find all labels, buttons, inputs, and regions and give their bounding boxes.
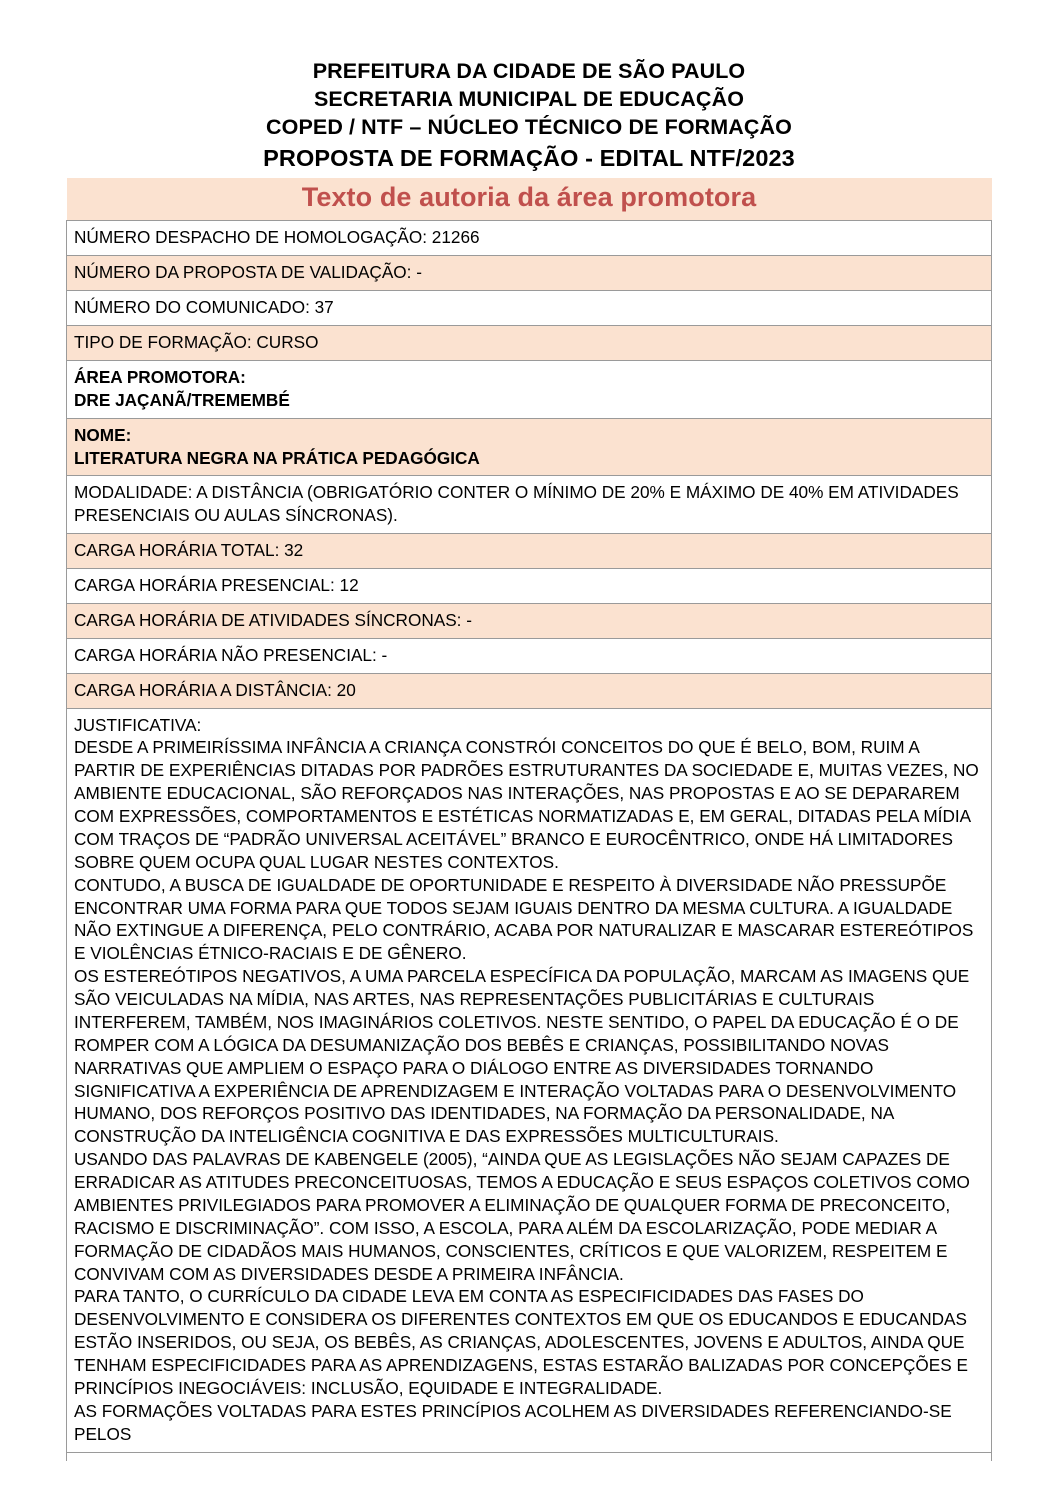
table-row-continuation	[67, 1452, 992, 1461]
table-row-despacho	[67, 221, 992, 256]
header-line-proposta-edital: PROPOSTA DE FORMAÇÃO - EDITAL NTF/2023	[263, 144, 795, 171]
field-modalidade: MODALIDADE: A DISTÂNCIA (OBRIGATÓRIO CONTER O MÍNIMO DE 20% E MÁXIMO DE 40% EM ATIVIDADES PRESENCIAIS OU AULAS SÍNCRONAS).	[67, 476, 992, 534]
header-line-prefeitura: PREFEITURA DA CIDADE DE SÃO PAULO	[312, 59, 746, 83]
field-carga-horaria-nao-presencial: CARGA HORÁRIA NÃO PRESENCIAL: -	[67, 638, 992, 673]
justificativa-label: JUSTIFICATIVA:	[74, 714, 202, 735]
field-area-promotora	[67, 360, 992, 418]
field-tipo-formacao: TIPO DE FORMAÇÃO: CURSO	[67, 326, 992, 361]
justificativa-paragraph: AS FORMAÇÕES VOLTADAS PARA ESTES PRINCÍPIOS ACOLHEM AS DIVERSIDADES REFERENCIANDO-SE PELOS	[74, 1400, 952, 1444]
nome-value: LITERATURA NEGRA NA PRÁTICA PEDAGÓGICA	[74, 447, 480, 468]
table-row-carga-sincronas	[67, 603, 992, 638]
table-row-modalidade	[67, 476, 992, 534]
field-nome-formacao	[67, 418, 992, 476]
field-justificativa	[67, 708, 992, 1452]
document-header	[0, 0, 1058, 173]
field-carga-horaria-distancia: CARGA HORÁRIA A DISTÂNCIA: 20	[67, 673, 992, 708]
justificativa-paragraph: OS ESTEREÓTIPOS NEGATIVOS, A UMA PARCELA ESPECÍFICA DA POPULAÇÃO, MARCAM AS IMAGENS QUE SÃO VEICULADAS NA MÍDIA, NAS ARTES, NAS REPRESENTAÇÕES PUBLICITÁRIAS E CULTURAIS INTERFEREM, TAMBÉM, NOS IMAGINÁRIOS COLETIVOS. NESTE SENTIDO, O PAPEL DA EDUCAÇÃO É O DE ROMPER COM A LÓGICA DA DESUMANIZAÇÃO DOS BEBÊS E CRIANÇAS, POSSIBILITANDO NOVAS NARRATIVAS QUE AMPLIEM O ESPAÇO PARA O DIÁLOGO ENTRE AS DIVERSIDADES TORNANDO SIGNIFICATIVA A EXPERIÊNCIA DE APRENDIZAGEM E INTERAÇÃO VOLTADAS PARA O DESENVOLVIMENTO HUMANO, DOS REFORÇOS POSITIVO DAS IDENTIDADES, NA FORMAÇÃO DA PERSONALIDADE, NA CONSTRUÇÃO DA INTELIGÊNCIA COGNITIVA E DAS EXPRESSÕES MULTICULTURAIS.	[74, 966, 970, 1147]
continuation-cell	[67, 1452, 992, 1461]
field-despacho-homologacao: NÚMERO DESPACHO DE HOMOLOGAÇÃO: 21266	[67, 221, 992, 256]
field-numero-proposta-validacao: NÚMERO DA PROPOSTA DE VALIDAÇÃO: -	[67, 256, 992, 291]
table-row-proposta-validacao	[67, 256, 992, 291]
justificativa-paragraph: PARA TANTO, O CURRÍCULO DA CIDADE LEVA EM CONTA AS ESPECIFICIDADES DAS FASES DO DESENVOLVIMENTO E CONSIDERA OS DIFERENTES CONTEXTOS EM QUE OS EDUCANDOS E EDUCANDAS ESTÃO INSERIDOS, OU SEJA, OS BEBÊS, AS CRIANÇAS, ADOLESCENTES, JOVENS E ADULTOS, AINDA QUE TENHAM ESPECIFICIDADES PARA AS APRENDIZAGENS, ESTAS ESTARÃO BALIZADAS POR CONCEPÇÕES E PRINCÍPIOS INEGOCIÁVEIS: INCLUSÃO, EQUIDADE E INTEGRALIDADE.	[74, 1286, 968, 1398]
field-carga-horaria-total: CARGA HORÁRIA TOTAL: 32	[67, 534, 992, 569]
proposal-form-table	[66, 178, 992, 1460]
justificativa-paragraph: CONTUDO, A BUSCA DE IGUALDADE DE OPORTUNIDADE E RESPEITO À DIVERSIDADE NÃO PRESSUPÕE ENCONTRAR UMA FORMA PARA QUE TODOS SEJAM IGUAIS DENTRO DA MESMA CULTURA. A IGUALDADE NÃO EXTINGUE A DIFERENÇA, PELO CONTRÁRIO, ACABA POR NATURALIZAR E MASCARAR ESTEREÓTIPOS E VIOLÊNCIAS ÉTNICO-RACIAIS E DE GÊNERO.	[74, 874, 974, 964]
justificativa-paragraph: USANDO DAS PALAVRAS DE KABENGELE (2005), “AINDA QUE AS LEGISLAÇÕES NÃO SEJAM CAPAZES DE ERRADICAR AS ATITUDES PRECONCEITUOSAS, TEMOS A EDUCAÇÃO E SEUS ESPAÇOS COLETIVOS COMO AMBIENTES PRIVILEGIADOS PARA PROMOVER A ELIMINAÇÃO DE QUALQUER FORMA DE PRECONCEITO, RACISMO E DISCRIMINAÇÃO”. COM ISSO, A ESCOLA, PARA ALÉM DA ESCOLARIZAÇÃO, PODE MEDIAR A FORMAÇÃO DE CIDADÃOS MAIS HUMANOS, CONSCIENTES, CRÍTICOS E QUE VALORIZEM, RESPEITEM E CONVIVAM COM AS DIVERSIDADES DESDE A PRIMEIRA INFÂNCIA.	[74, 1149, 970, 1284]
justificativa-paragraph: DESDE A PRIMEIRÍSSIMA INFÂNCIA A CRIANÇA CONSTRÓI CONCEITOS DO QUE É BELO, BOM, RUIM A PARTIR DE EXPERIÊNCIAS DITADAS POR PADRÕES ESTRUTURANTES DA SOCIEDADE E, MUITAS VEZES, NO AMBIENTE EDUCACIONAL, SÃO REFORÇADOS NAS INTERAÇÕES, NAS PROPOSTAS E AO SE DEPARAREM COM EXPRESSÕES, COMPORTAMENTOS E ESTÉTICAS NORMATIZADAS E, EM GERAL, DITADAS PELA MÍDIA COM TRAÇOS DE “PADRÃO UNIVERSAL ACEITÁVEL” BRANCO E EUROCÊNTRICO, ONDE HÁ LIMITADORES SOBRE QUEM OCUPA QUAL LUGAR NESTES CONTEXTOS.	[74, 737, 979, 872]
table-row-area-promotora	[67, 360, 992, 418]
nome-label: NOME:	[74, 424, 132, 445]
header-line-secretaria: SECRETARIA MUNICIPAL DE EDUCAÇÃO	[313, 86, 745, 111]
table-row-banner	[67, 178, 992, 221]
table-row-tipo-formacao	[67, 326, 992, 361]
table-row-carga-distancia	[67, 673, 992, 708]
field-carga-horaria-sincronas: CARGA HORÁRIA DE ATIVIDADES SÍNCRONAS: -	[67, 603, 992, 638]
banner-cell	[67, 178, 992, 221]
table-row-justificativa	[67, 708, 992, 1452]
field-numero-comunicado: NÚMERO DO COMUNICADO: 37	[67, 291, 992, 326]
table-row-comunicado	[67, 291, 992, 326]
table-row-carga-nao-presencial	[67, 638, 992, 673]
banner-title: Texto de autoria da área promotora	[301, 182, 757, 213]
table-row-carga-presencial	[67, 569, 992, 604]
field-carga-horaria-presencial: CARGA HORÁRIA PRESENCIAL: 12	[67, 569, 992, 604]
area-promotora-label: ÁREA PROMOTORA:	[74, 366, 246, 387]
header-line-coped-ntf: COPED / NTF – NÚCLEO TÉCNICO DE FORMAÇÃO	[266, 114, 792, 139]
table-row-nome	[67, 418, 992, 476]
area-promotora-value: DRE JAÇANÃ/TREMEMBÉ	[74, 389, 290, 410]
table-row-carga-total	[67, 534, 992, 569]
